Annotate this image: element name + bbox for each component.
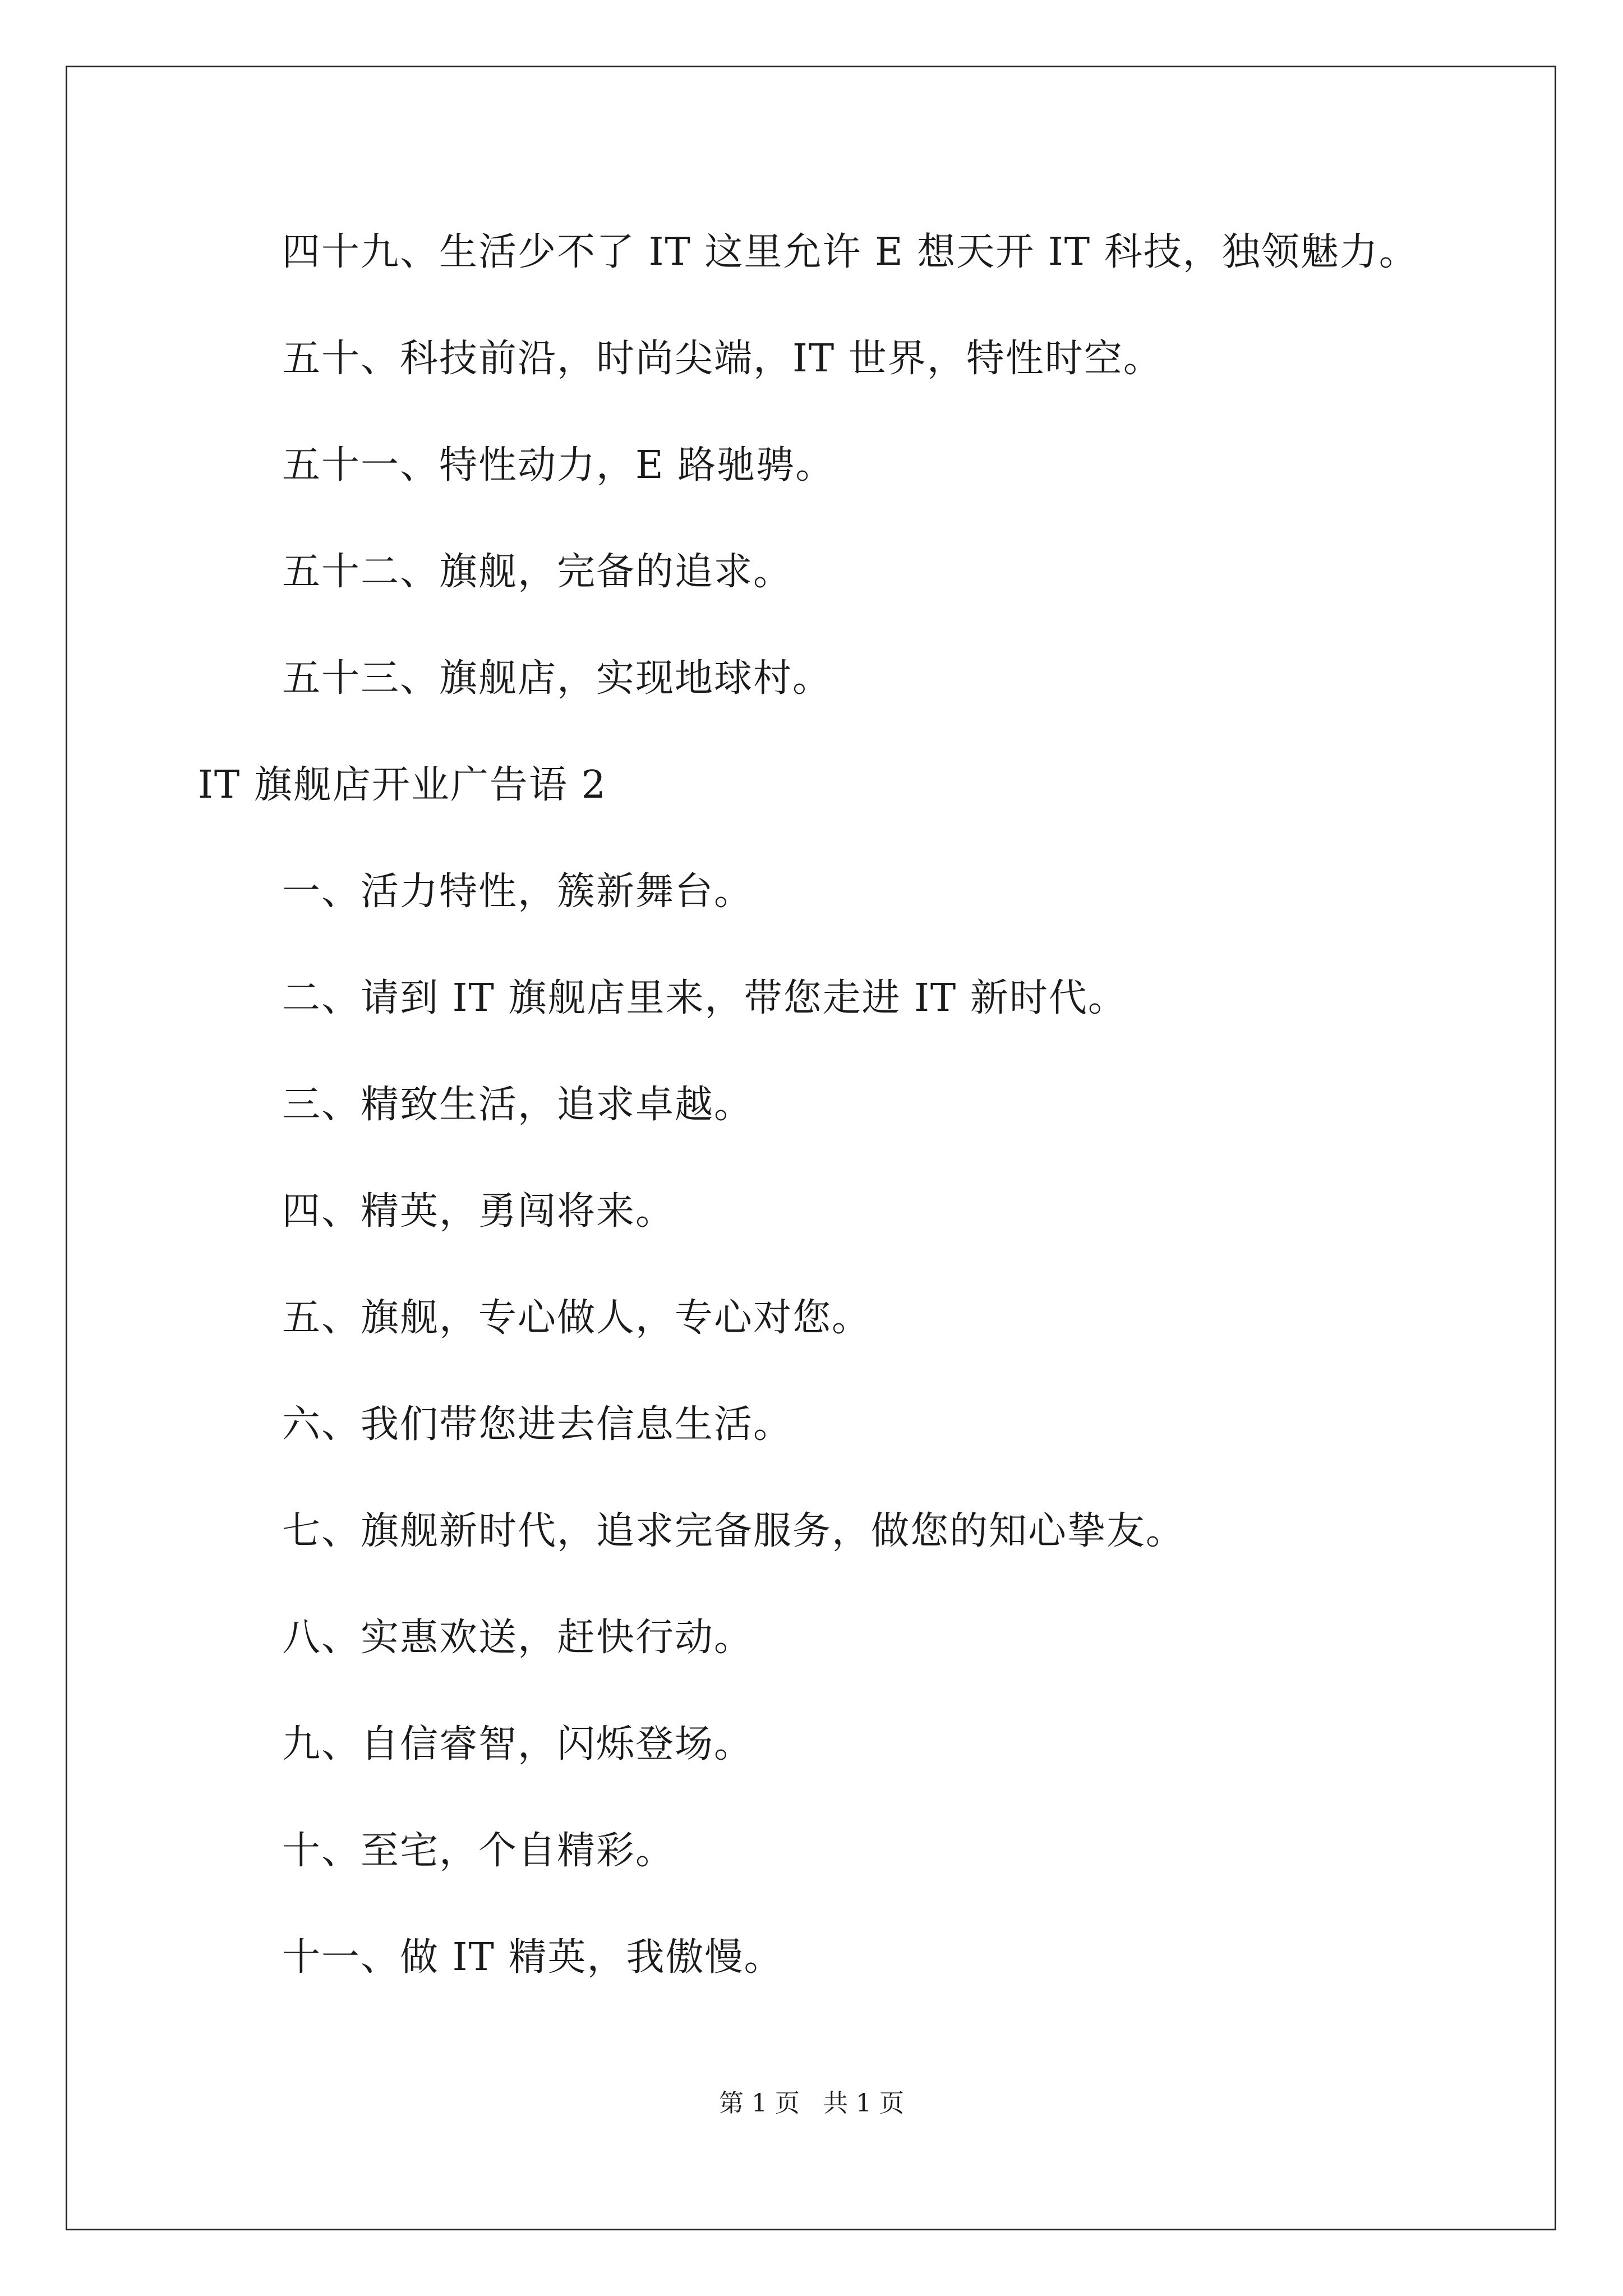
slogan-line-9: 九、自信睿智，闪烁登场。 bbox=[282, 1722, 754, 1766]
slogan-line-10: 十、至宅，个自精彩。 bbox=[282, 1829, 675, 1873]
slogan-line-50: 五十、科技前沿，时尚尖端，IT 世界，特性时空。 bbox=[282, 337, 1163, 381]
slogan-line-53: 五十三、旗舰店，实现地球村。 bbox=[282, 656, 832, 701]
slogan-line-1: 一、活力特性，簇新舞台。 bbox=[282, 869, 754, 914]
page-footer: 第 1 页 共 1 页 bbox=[719, 2089, 904, 2118]
slogan-line-4: 四、精英，勇闯将来。 bbox=[282, 1189, 675, 1234]
slogan-line-11: 十一、做 IT 精英，我傲慢。 bbox=[282, 1935, 783, 1980]
page-border bbox=[66, 66, 1556, 2230]
slogan-line-51: 五十一、特性动力，E 路驰骋。 bbox=[282, 443, 835, 487]
slogan-line-49: 四十九、生活少不了 IT 这里允许 E 想天开 IT 科技，独领魅力。 bbox=[282, 230, 1418, 274]
slogan-line-52: 五十二、旗舰，完备的追求。 bbox=[282, 550, 793, 594]
slogan-line-2: 二、请到 IT 旗舰店里来，带您走进 IT 新时代。 bbox=[282, 976, 1127, 1020]
slogan-line-5: 五、旗舰，专心做人，专心对您。 bbox=[282, 1296, 872, 1340]
slogan-line-8: 八、实惠欢送，赶快行动。 bbox=[282, 1616, 754, 1660]
slogan-line-6: 六、我们带您进去信息生活。 bbox=[282, 1402, 793, 1447]
slogan-line-3: 三、精致生活，追求卓越。 bbox=[282, 1083, 754, 1127]
section-heading: IT 旗舰店开业广告语 2 bbox=[198, 763, 607, 807]
slogan-line-7: 七、旗舰新时代，追求完备服务，做您的知心挚友。 bbox=[282, 1509, 1186, 1553]
